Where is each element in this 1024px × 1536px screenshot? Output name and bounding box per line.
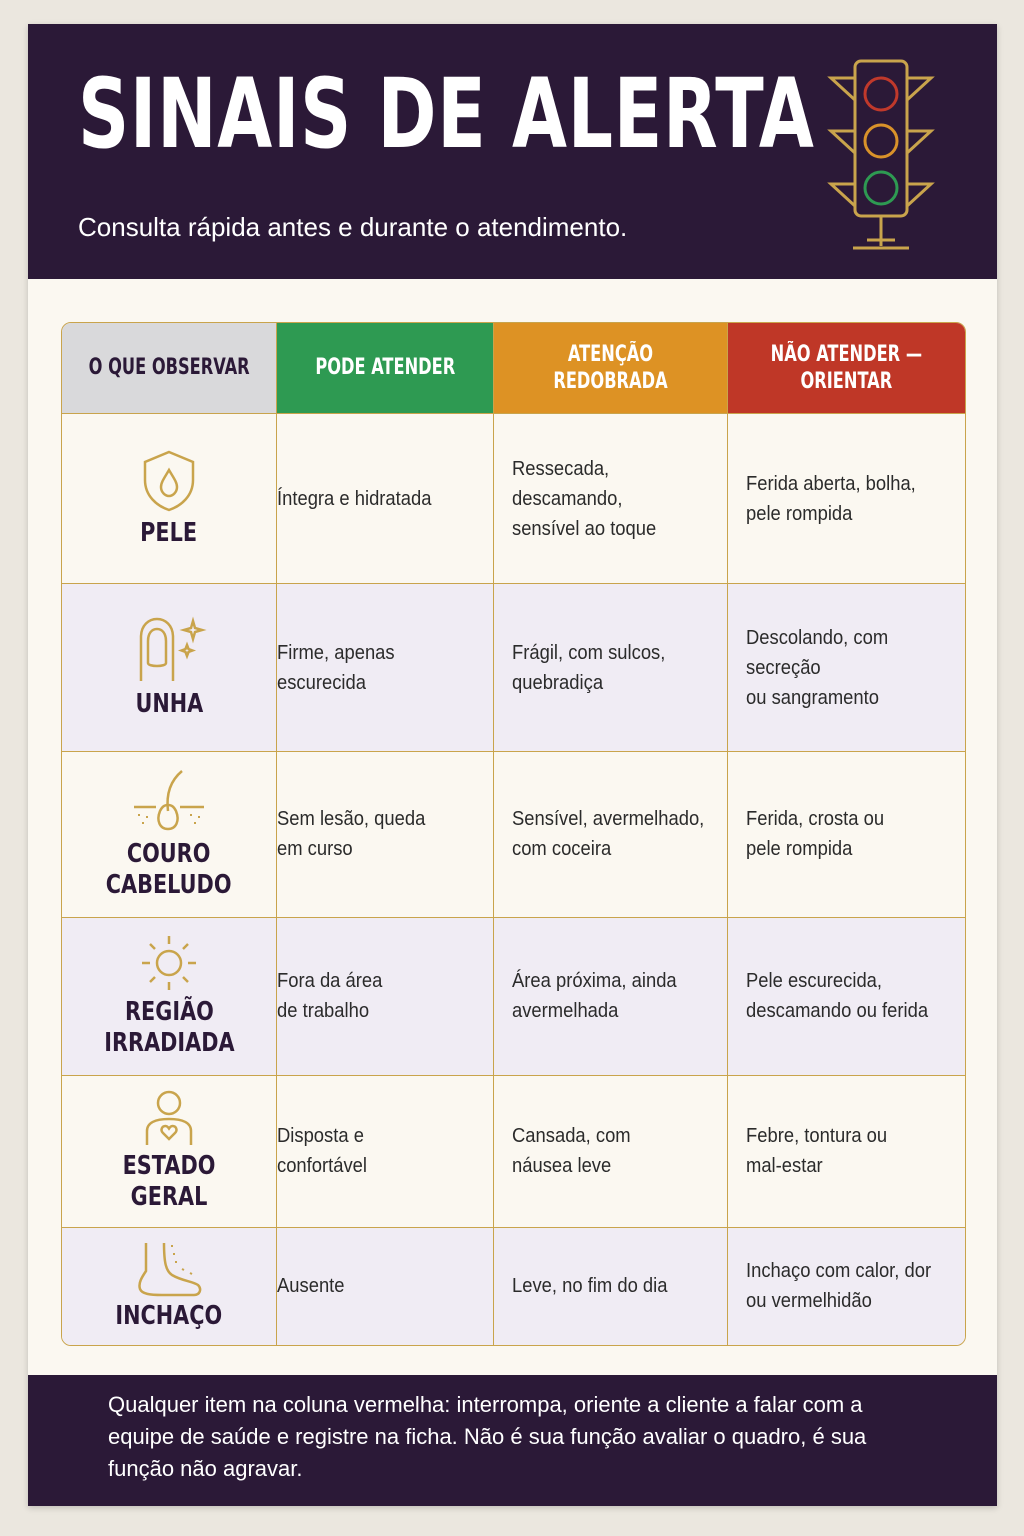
cell-extra-attention: Leve, no fim do dia: [494, 1228, 728, 1345]
footer-note: Qualquer item na coluna vermelha: interrompa, oriente a cliente a falar com a equipe de saúde e registre na ficha. Não é sua função avaliar o quadro, é sua função não agravar.: [108, 1392, 867, 1481]
table-row-general-state: [62, 1076, 965, 1228]
warning-signs-table: [61, 322, 966, 1346]
cell-do-not-attend: Descolando, com secreção ou sangramento: [728, 584, 965, 752]
page-subtitle: Consulta rápida antes e durante o atendimento.: [78, 212, 628, 242]
cell-extra-attention: Frágil, com sulcos, quebradiça: [494, 584, 728, 752]
cell-extra-attention: Sensível, avermelhado, com coceira: [494, 752, 728, 917]
row-label-cell: [62, 1228, 277, 1345]
cell-do-not-attend: Inchaço com calor, dor ou vermelhidão: [728, 1228, 965, 1345]
shield-drop-icon: [139, 448, 199, 514]
row-label-cell: [62, 1076, 277, 1228]
table-header-row: [62, 323, 965, 414]
row-label-cell: [62, 414, 277, 584]
cell-extra-attention: Área próxima, ainda avermelhada: [494, 918, 728, 1076]
cell-can-attend: Firme, apenas escurecida: [277, 584, 494, 752]
row-label: UNHA: [135, 689, 203, 720]
column-header-observe: O QUE OBSERVAR: [62, 323, 277, 414]
cell-extra-attention: Cansada, com náusea leve: [494, 1076, 728, 1228]
cell-do-not-attend: Febre, tontura ou mal-estar: [728, 1076, 965, 1228]
footer-banner: [28, 1375, 997, 1506]
table-row-swelling: [62, 1228, 965, 1345]
row-label-cell: [62, 752, 277, 917]
table-row-irradiated-area: [62, 918, 965, 1076]
row-label-cell: [62, 584, 277, 752]
header-banner: [28, 24, 997, 279]
hair-follicle-icon: [130, 767, 208, 835]
cell-can-attend: Sem lesão, queda em curso: [277, 752, 494, 917]
cell-do-not-attend: Pele escurecida, descamando ou ferida: [728, 918, 965, 1076]
sun-icon: [138, 933, 200, 993]
nail-sparkle-icon: [127, 615, 211, 685]
person-heart-icon: [139, 1089, 199, 1147]
cell-can-attend: Fora da área de trabalho: [277, 918, 494, 1076]
row-label: COURO CABELUDO: [106, 839, 232, 901]
page-title: SINAIS DE ALERTA: [78, 58, 815, 170]
foot-swelling-icon: [132, 1241, 206, 1297]
column-header-extra-attention: ATENÇÃO REDOBRADA: [494, 323, 728, 414]
table-row-nail: [62, 584, 965, 752]
row-label: INCHAÇO: [115, 1300, 223, 1331]
row-label: ESTADO GERAL: [122, 1151, 216, 1213]
table-row-scalp: [62, 752, 965, 917]
row-label-cell: [62, 918, 277, 1076]
column-header-do-not-attend: NÃO ATENDER — ORIENTAR: [728, 323, 965, 414]
cell-do-not-attend: Ferida aberta, bolha, pele rompida: [728, 414, 965, 584]
cell-can-attend: Íntegra e hidratada: [277, 414, 494, 584]
cell-can-attend: Ausente: [277, 1228, 494, 1345]
row-label: REGIÃO IRRADIADA: [103, 996, 235, 1059]
table-row-skin: [62, 414, 965, 584]
cell-do-not-attend: Ferida, crosta ou pele rompida: [728, 752, 965, 917]
cell-extra-attention: Ressecada, descamando, sensível ao toque: [494, 414, 728, 584]
row-label: PELE: [140, 517, 198, 548]
traffic-light-icon: [823, 56, 938, 256]
column-header-can-attend: PODE ATENDER: [277, 323, 494, 414]
cell-can-attend: Disposta e confortável: [277, 1076, 494, 1228]
alert-signs-card: [28, 24, 997, 1506]
